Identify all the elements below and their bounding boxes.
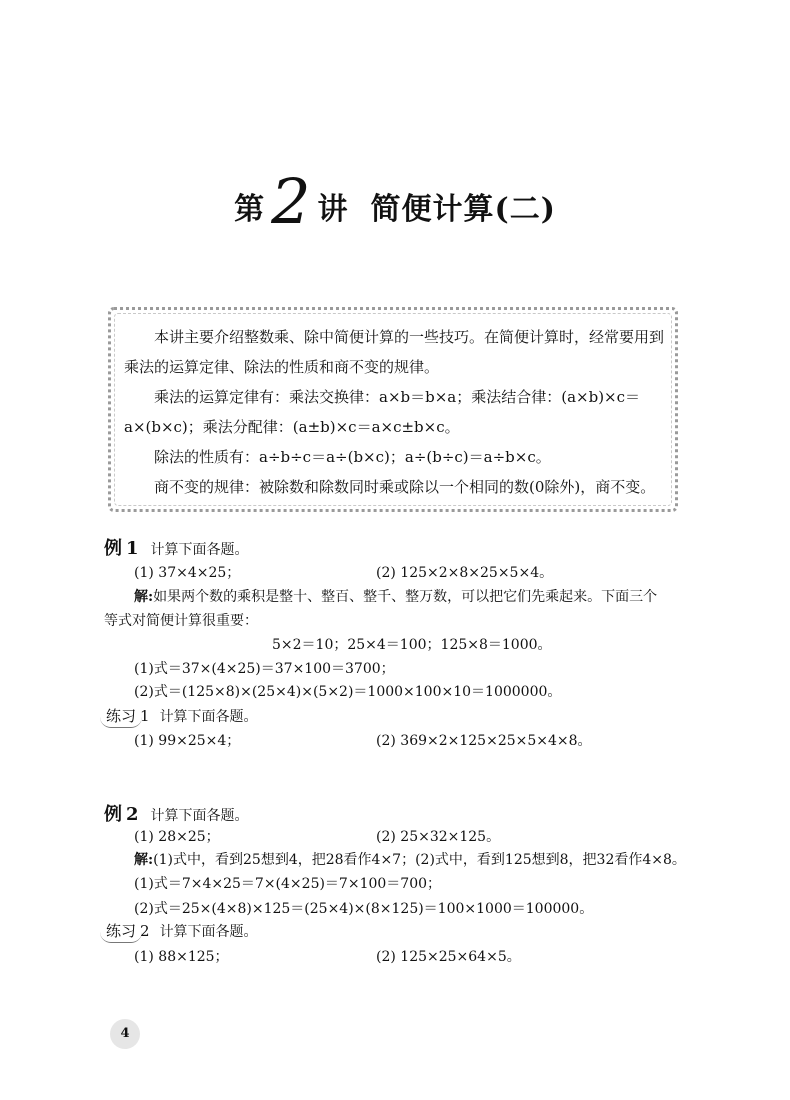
practice-underline-mark	[100, 717, 142, 728]
example-task: 计算下面各题。	[150, 542, 249, 558]
intro-paragraph-3: 除法的性质有：a÷b÷c＝a÷(b×c)；a÷(b÷c)＝a÷b×c。	[154, 448, 551, 466]
solution-label: 解:	[134, 852, 154, 868]
practice-number: 2	[140, 922, 150, 940]
practice-task: 计算下面各题。	[159, 924, 258, 940]
intro-text	[124, 322, 666, 502]
example-1-solution-line-1	[134, 586, 657, 606]
example-1-formula: 5×2＝10；25×4＝100；125×8＝1000。	[272, 637, 552, 653]
example-1-question-1: (1) 37×4×25；	[134, 565, 241, 581]
practice-number: 1	[140, 707, 150, 725]
practice-1-question-1: (1) 99×25×4；	[134, 733, 241, 749]
solution-text: (1)式中，看到25想到4，把28看作4×7；(2)式中，看到125想到8，把32看作4×8。	[153, 852, 686, 868]
practice-2-question-2: (2) 125×25×64×5。	[376, 949, 521, 965]
intro-paragraph-4: 商不变的规律：被除数和除数同时乘或除以一个相同的数(0除外)，商不变。	[154, 478, 656, 496]
example-label: 例	[104, 538, 122, 559]
example-2-question-1: (1) 28×25；	[134, 829, 220, 845]
example-1-answer-1: (1)式＝37×(4×25)＝37×100＝3700；	[134, 661, 395, 677]
example-task: 计算下面各题。	[150, 808, 249, 824]
title-suffix: 讲	[317, 192, 349, 227]
solution-text: 如果两个数的乘积是整十、整百、整千、整万数，可以把它们先乘起来。下面三个	[153, 589, 658, 605]
practice-underline-mark	[100, 932, 142, 943]
practice-1-question-2: (2) 369×2×125×25×5×4×8。	[376, 733, 592, 749]
solution-label: 解:	[134, 589, 154, 605]
example-2-answer-1: (1)式＝7×4×25＝7×(4×25)＝7×100＝700；	[134, 876, 442, 892]
example-2-solution-line-1	[134, 849, 686, 869]
example-1-solution-line-2: 等式对简便计算很重要：	[104, 613, 258, 629]
example-label: 例	[104, 804, 122, 825]
practice-label: 练习	[106, 922, 136, 940]
practice-task: 计算下面各题。	[159, 709, 258, 725]
example-1-heading	[104, 534, 249, 560]
page-number: 4	[110, 1019, 140, 1049]
example-number: 1	[126, 538, 139, 559]
example-number: 2	[126, 804, 139, 825]
example-2-answer-2: (2)式＝25×(4×8)×125＝(25×4)×(8×125)＝100×1000＝100000。	[134, 901, 594, 917]
example-2-heading	[104, 800, 249, 826]
example-1-answer-2: (2)式＝(125×8)×(25×4)×(5×2)＝1000×100×10＝1000000。	[134, 684, 562, 700]
title-number: 2	[271, 165, 312, 238]
lecture-title	[0, 165, 790, 238]
example-2-question-2: (2) 25×32×125。	[376, 829, 501, 845]
practice-label: 练习	[106, 707, 136, 725]
title-prefix: 第	[234, 192, 266, 227]
example-1-question-2: (2) 125×2×8×25×5×4。	[376, 565, 554, 581]
practice-2-question-1: (1) 88×125；	[134, 949, 229, 965]
practice-2-heading	[106, 920, 258, 941]
title-name: 简便计算(二)	[370, 192, 556, 227]
practice-1-heading	[106, 705, 258, 726]
intro-paragraph-2: 乘法的运算定律有：乘法交换律：a×b＝b×a；乘法结合律：(a×b)×c＝a×(b×c)；乘法分配律：(a±b)×c＝a×c±b×c。	[124, 388, 641, 436]
intro-paragraph-1: 本讲主要介绍整数乘、除中简便计算的一些技巧。在简便计算时，经常要用到乘法的运算定律、除法的性质和商不变的规律。	[124, 328, 665, 376]
